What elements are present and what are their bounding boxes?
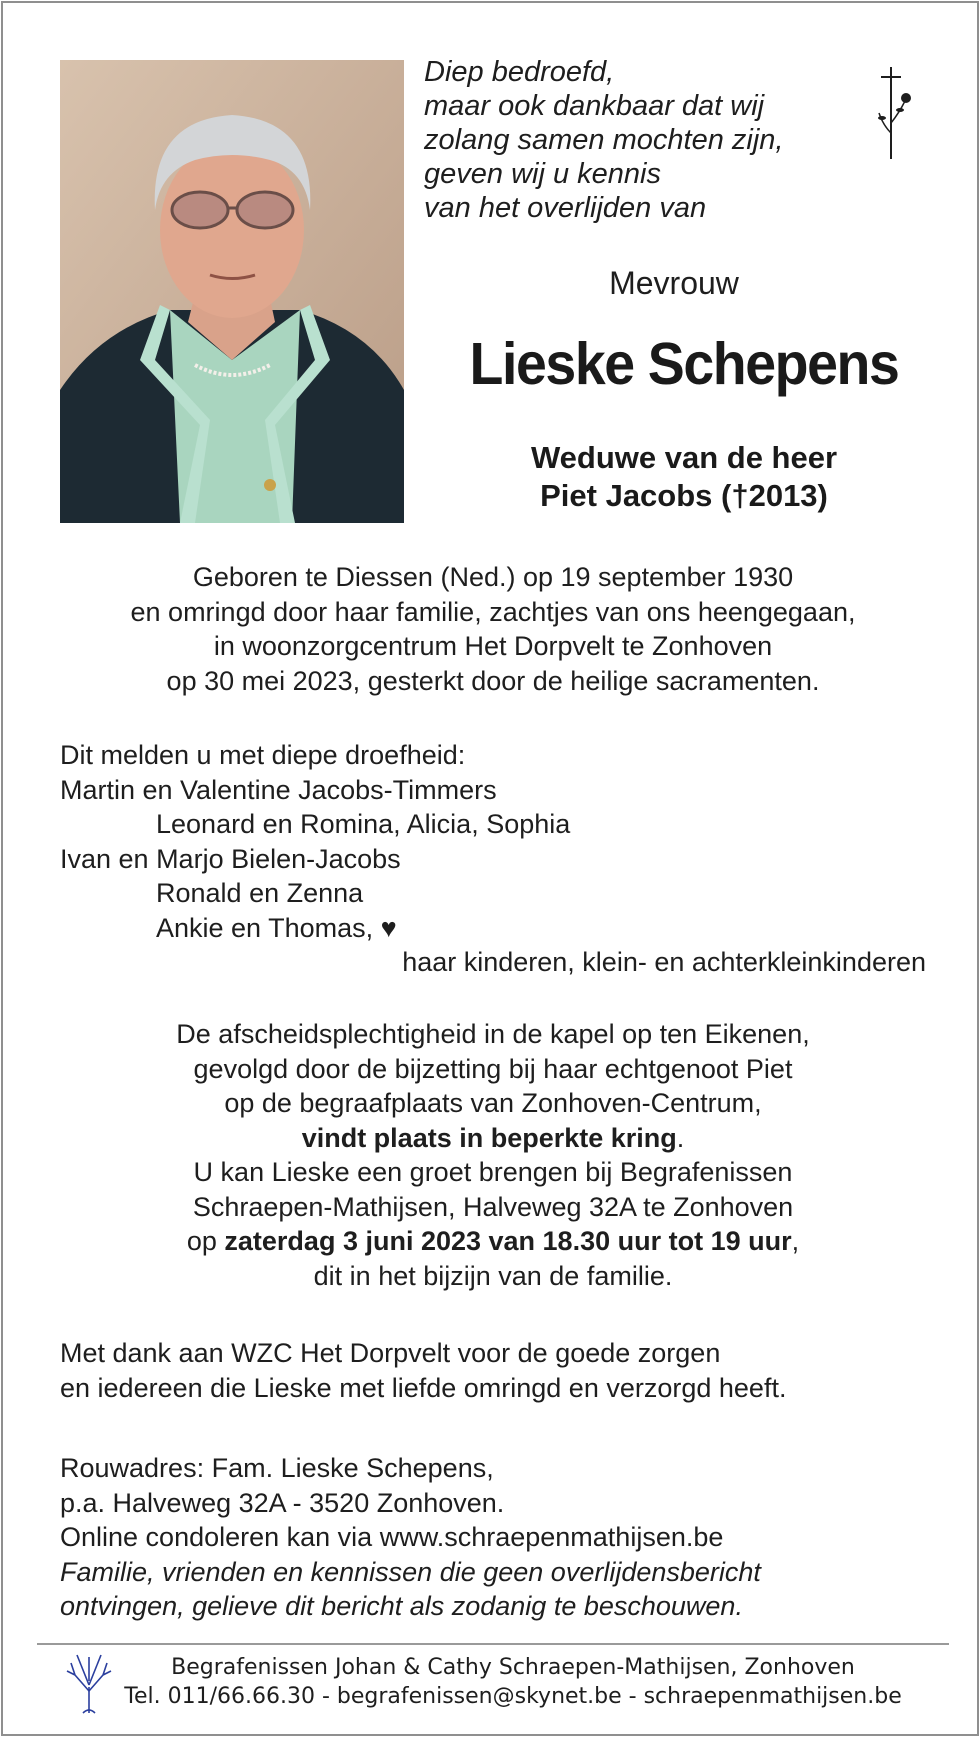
text-line — [60, 1121, 926, 1156]
family-entry: Ankie en Thomas, ♥ — [156, 912, 397, 943]
obituary-notice — [1, 1, 979, 1736]
family-entry: Ronald en Zenna — [156, 878, 364, 908]
funeral-home-footer — [113, 1653, 913, 1711]
birth-death-paragraph — [60, 560, 926, 698]
family-entry: Martin en Valentine Jacobs-Timmers — [60, 774, 497, 805]
bold-text: zaterdag 3 juni 2023 van 18.30 uur tot 19 uur — [224, 1226, 792, 1256]
family-entry: Leonard en Romina, Alicia, Sophia — [156, 809, 571, 839]
intro-line: van het overlijden van — [424, 192, 707, 224]
footer-line: Begrafenissen Johan & Cathy Schraepen-Mathijsen, Zonhoven — [171, 1655, 855, 1680]
text-line: Schraepen-Mathijsen, Halveweg 32A te Zonhoven — [192, 1191, 794, 1222]
punctuation: , — [791, 1226, 800, 1256]
text-line: U kan Lieske een groet brengen bij Begrafenissen — [193, 1157, 793, 1187]
cross-icon — [869, 63, 919, 163]
intro-text — [424, 55, 844, 225]
text-line: Met dank aan WZC Het Dorpvelt voor de goede zorgen — [60, 1338, 721, 1368]
honorific: Mevrouw — [609, 265, 739, 301]
text-line: dit in het bijzijn van de familie. — [313, 1260, 673, 1291]
thanks-paragraph — [60, 1336, 926, 1405]
family-entry: Ivan en Marjo Bielen-Jacobs — [60, 843, 401, 874]
note-line: Familie, vrienden en kennissen die geen overlijdensbericht — [60, 1556, 761, 1587]
text-line: op 30 mei 2023, gesterkt door de heilige sacramenten. — [166, 665, 820, 696]
text-line: en iedereen die Lieske met liefde omringd en verzorgd heeft. — [60, 1372, 787, 1403]
spouse-line: Piet Jacobs (†2013) — [540, 478, 828, 513]
text-line: De afscheidsplechtigheid in de kapel op ten Eikenen, — [176, 1019, 810, 1049]
punctuation: . — [676, 1122, 685, 1153]
text-line: Rouwadres: Fam. Lieske Schepens, — [60, 1453, 494, 1483]
condolence-link: Online condoleren kan via www.schraepenmathijsen.be — [60, 1522, 724, 1552]
text-line: op de begraafplaats van Zonhoven-Centrum, — [224, 1088, 762, 1118]
address-paragraph — [60, 1451, 926, 1624]
portrait-image — [60, 60, 404, 523]
family-closing: haar kinderen, klein- en achterkleinkinderen — [402, 947, 926, 977]
intro-line: Diep bedroefd, — [424, 56, 615, 88]
text-line — [60, 1224, 926, 1259]
family-list — [60, 738, 926, 980]
portrait-photo — [60, 60, 404, 523]
intro-line: zolang samen mochten zijn, — [424, 124, 784, 156]
intro-line: geven wij u kennis — [424, 158, 661, 190]
intro-line: maar ook dankbaar dat wij — [424, 90, 765, 122]
text-line: en omringd door haar familie, zachtjes van ons heengegaan, — [130, 596, 856, 627]
text-line: gevolgd door de bijzetting bij haar echtgenoot Piet — [193, 1053, 793, 1084]
spouse-line: Weduwe van de heer — [530, 440, 838, 475]
footer-divider — [37, 1643, 949, 1645]
deceased-name: Lieske Schepens — [469, 331, 899, 397]
text-segment: op — [186, 1226, 225, 1256]
text-line: Geboren te Diessen (Ned.) op 19 september 1930 — [192, 562, 794, 592]
bold-text: vindt plaats in beperkte kring — [301, 1122, 677, 1153]
footer-line: Tel. 011/66.66.30 - begrafenissen@skynet.be - schraepenmathijsen.be — [124, 1684, 902, 1709]
note-line: ontvingen, gelieve dit bericht als zodanig te beschouwen. — [60, 1591, 743, 1621]
ceremony-paragraph — [60, 1017, 926, 1293]
text-line: p.a. Halveweg 32A - 3520 Zonhoven. — [60, 1487, 505, 1518]
family-intro: Dit melden u met diepe droefheid: — [60, 740, 466, 770]
spouse-info — [424, 439, 944, 515]
text-line: in woonzorgcentrum Het Dorpvelt te Zonhoven — [213, 631, 773, 661]
tree-logo-icon — [63, 1651, 115, 1715]
